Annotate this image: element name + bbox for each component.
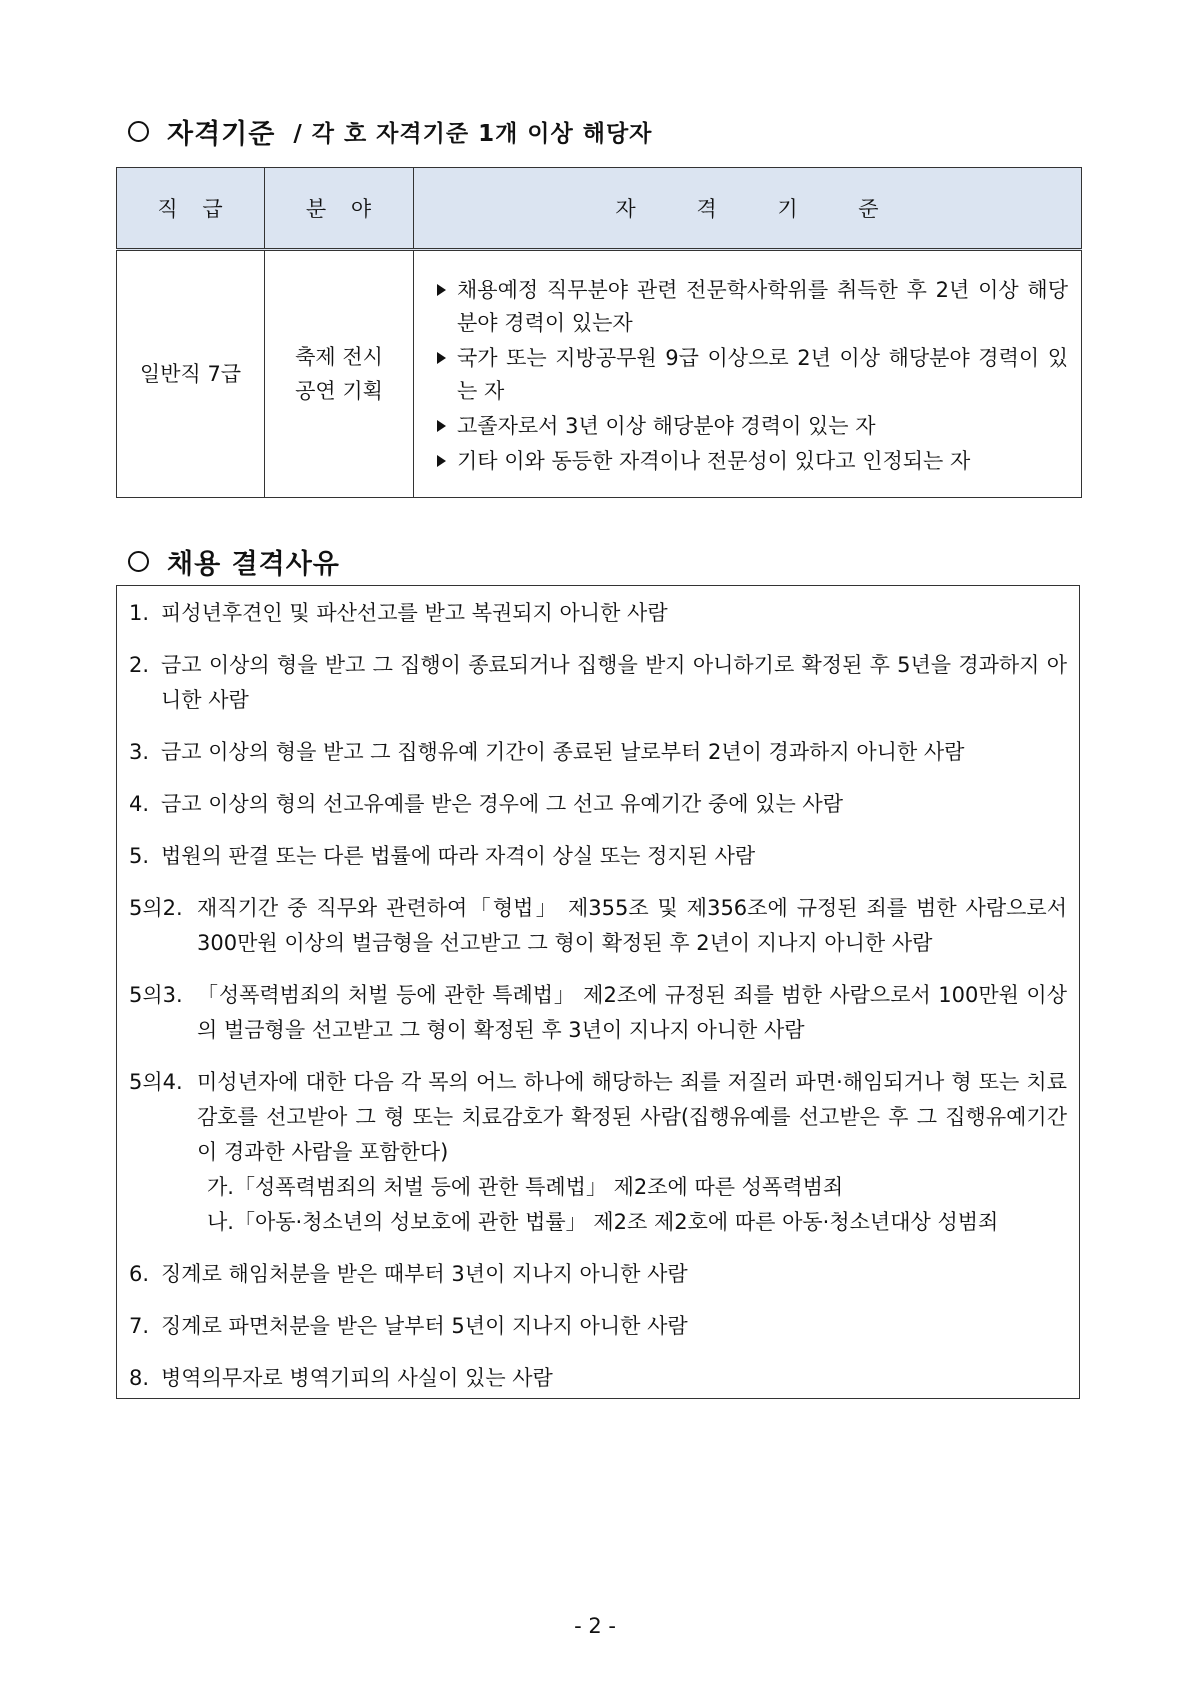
- item-text: 미성년자에 대한 다음 각 목의 어느 하나에 해당하는 죄를 저질러 파면·해임되거나 형 또는 치료감호를 선고받아 그 형 또는 치료감호가 확정된 사람(집행유예를 선고받은 후 그 집행유예기간이 경과한 사람을 포함한다): [197, 1070, 1067, 1164]
- item-text: 피성년후견인 및 파산선고를 받고 복권되지 아니한 사람: [161, 601, 668, 625]
- item-text: 징계로 파면처분을 받은 날부터 5년이 지나지 아니한 사람: [161, 1314, 688, 1338]
- item-text: 금고 이상의 형을 받고 그 집행유예 기간이 종료된 날로부터 2년이 경과하지 아니한 사람: [161, 740, 965, 764]
- item-number: 7.: [129, 1314, 150, 1338]
- sub-item: 나.「아동·청소년의 성보호에 관한 법률」 제2조 제2호에 따른 아동·청소년대상 성범죄: [207, 1210, 999, 1234]
- criteria-text: 고졸자로서 3년 이상 해당분야 경력이 있는 자: [457, 414, 876, 438]
- table-row: [117, 250, 1082, 498]
- list-item: [435, 342, 1068, 408]
- disqualifications-heading: [128, 542, 340, 581]
- list-item: [129, 1309, 1067, 1344]
- item-number: 4.: [129, 792, 150, 816]
- circle-bullet-icon: [128, 121, 149, 142]
- triangle-bullet-icon: [437, 455, 446, 467]
- item-text: 병역의무자로 병역기피의 사실이 있는 사람: [161, 1366, 553, 1390]
- triangle-bullet-icon: [437, 420, 446, 432]
- header-criteria: 자 격 기 준: [414, 168, 1082, 250]
- item-number: 3.: [129, 740, 150, 764]
- list-item: [435, 274, 1068, 340]
- item-number: 5의4.: [129, 1070, 183, 1094]
- item-body: [197, 1065, 1067, 1240]
- criteria-text: 기타 이와 동등한 자격이나 전문성이 있다고 인정되는 자: [457, 449, 971, 473]
- list-item: [129, 1257, 1067, 1292]
- qualifications-table: [116, 167, 1082, 498]
- item-text: 금고 이상의 형을 받고 그 집행이 종료되거나 집행을 받지 아니하기로 확정된 후 5년을 경과하지 아니한 사람: [161, 653, 1067, 712]
- disqualifications-title: 채용 결격사유: [167, 549, 340, 580]
- list-item: [129, 648, 1067, 718]
- sub-item: 가.「성폭력범죄의 처벌 등에 관한 특례법」 제2조에 따른 성폭력범죄: [207, 1175, 844, 1199]
- list-item: [129, 787, 1067, 822]
- list-item: [435, 410, 1068, 443]
- item-text: 법원의 판결 또는 다른 법률에 따라 자격이 상실 또는 정지된 사람: [161, 844, 756, 868]
- field-line: 공연 기획: [295, 379, 383, 403]
- qualifications-title: 자격기준: [167, 119, 276, 150]
- item-number: 5의2.: [129, 896, 183, 920]
- list-item: [129, 596, 1067, 631]
- page-number: - 2 -: [574, 1614, 616, 1638]
- qualifications-heading: [128, 112, 652, 151]
- rank-cell: 일반직 7급: [117, 250, 265, 498]
- criteria-cell: [414, 250, 1082, 498]
- item-text: 재직기간 중 직무와 관련하여「형법」 제355조 및 제356조에 규정된 죄를 범한 사람으로서 300만원 이상의 벌금형을 선고받고 그 형이 확정된 후 2년이 지나지 아니한 사람: [197, 896, 1067, 955]
- criteria-list: [415, 252, 1080, 496]
- item-number: 5의3.: [129, 983, 183, 1007]
- criteria-text: 국가 또는 지방공무원 9급 이상으로 2년 이상 해당분야 경력이 있는 자: [457, 346, 1068, 403]
- list-item: [129, 891, 1067, 961]
- criteria-text: 채용예정 직무분야 관련 전문학사학위를 취득한 후 2년 이상 해당분야 경력이 있는자: [457, 278, 1068, 335]
- item-number: 6.: [129, 1262, 150, 1286]
- header-field: 분 야: [265, 168, 414, 250]
- item-text: 징계로 해임처분을 받은 때부터 3년이 지나지 아니한 사람: [161, 1262, 688, 1286]
- circle-bullet-icon: [128, 551, 149, 572]
- item-number: 1.: [129, 601, 150, 625]
- header-rank: 직 급: [117, 168, 265, 250]
- item-number: 8.: [129, 1366, 150, 1390]
- item-number: 5.: [129, 844, 150, 868]
- triangle-bullet-icon: [437, 284, 446, 296]
- disqualifications-box: [116, 585, 1080, 1399]
- list-item: [129, 1065, 1067, 1240]
- field-line: 축제 전시: [295, 345, 383, 369]
- field-cell: [265, 250, 414, 498]
- list-item: [129, 1361, 1067, 1396]
- item-text: 금고 이상의 형의 선고유예를 받은 경우에 그 선고 유예기간 중에 있는 사람: [161, 792, 844, 816]
- list-item: [129, 839, 1067, 874]
- list-item: [129, 735, 1067, 770]
- triangle-bullet-icon: [437, 352, 446, 364]
- list-item: [435, 445, 1068, 478]
- table-header-row: [117, 168, 1082, 250]
- item-number: 2.: [129, 653, 150, 677]
- item-text: 「성폭력범죄의 처벌 등에 관한 특례법」 제2조에 규정된 죄를 범한 사람으로서 100만원 이상의 벌금형을 선고받고 그 형이 확정된 후 3년이 지나지 아니한 사람: [197, 983, 1067, 1042]
- qualifications-subtitle: / 각 호 자격기준 1개 이상 해당자: [293, 121, 653, 147]
- list-item: [129, 978, 1067, 1048]
